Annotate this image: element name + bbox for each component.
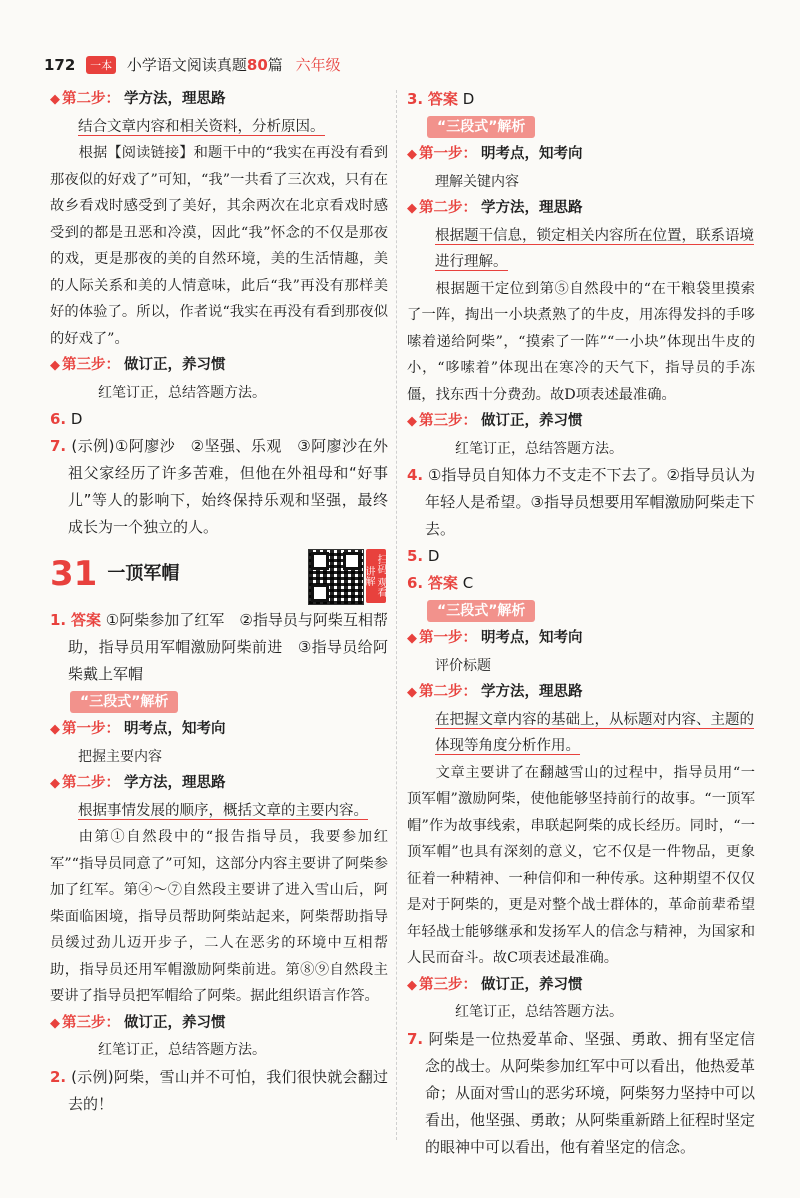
lesson-number: 31: [50, 553, 98, 594]
step-bullet-icon: ◆: [407, 685, 417, 700]
step-bullet-icon: ◆: [50, 722, 60, 737]
step-one: ◆ 第一步： 明考点，知考向: [407, 146, 583, 162]
book-title: 小学语文阅读真题80篇: [126, 56, 283, 74]
step-bullet-icon: ◆: [407, 631, 417, 646]
right-column: [407, 86, 755, 1161]
step-two: ◆ 第二步： 学方法，理思路: [50, 91, 226, 107]
step-bullet-icon: ◆: [407, 201, 417, 216]
answer-7: 7. (示例)①阿廖沙 ②坚强、乐观 ③阿廖沙在外祖父家经历了许多苦难，但他在外祖母和“好事儿”等人的影响下，始终保持乐观和坚强，最终成长为一个独立的人。: [50, 437, 388, 536]
step-bullet-icon: ◆: [50, 358, 60, 373]
step-one: ◆ 第一步： 明考点，知考向: [50, 721, 226, 737]
page-header: [44, 54, 764, 78]
analysis-paragraph: 文章主要讲了在翻越雪山的过程中，指导员用“一顶军帽”激励阿柴，使他能够坚持前行的故事。“一顶军帽”作为故事线索，串联起阿柴的成长经历。同时，“一顶军帽”也具有深刻的意义，它不仅是一件物品，更象征着一种精神、一种信仰和一种传承。这种期望不仅仅是对于阿柴的，更是对整个战士群体的，革命前辈希望年轻战士能够继承和发扬军人的信念与精神，为国家和人民而奋斗。故C项表述最准确。: [407, 764, 755, 966]
correction-note: 红笔订正，总结答题方法。: [455, 440, 623, 457]
analysis-badge: “三段式”解析: [427, 116, 535, 138]
left-column: [50, 86, 388, 1118]
answer-6: 6. D: [50, 410, 83, 428]
step-bullet-icon: ◆: [50, 1015, 60, 1031]
method-gist: 结合文章内容和相关资料，分析原因。: [78, 118, 325, 135]
analysis-paragraph: 根据【阅读链接】和题干中的“我实在再没有看到那夜似的好戏了”可知，“我”一共看了三次戏，只有在故乡看戏时感受到了美好，其余两次在北京看戏时感受到的都是丑恶和冷漠，因此“我”怀念的不仅是那夜的戏，更是那夜的美的自然环境，美的生活情趣，美的人际关系和美的人情意味，此后“我”再没有那样美好的体验了。所以，作者说“我实在再没有看到那夜似的好戏了”。: [50, 145, 388, 347]
step-one: ◆ 第一步： 明考点，知考向: [407, 630, 583, 646]
step-bullet-icon: ◆: [50, 92, 60, 107]
analysis-paragraph: 由第①自然段中的“报告指导员，我要参加红军”“指导员同意了”可知，这部分内容主要讲了阿柴参加了红军。第④～⑦自然段主要讲了进入雪山后，阿柴面临困境，指导员帮助阿柴站起来，阿柴帮助指导员缓过劲儿迈开步子，二人在恶劣的环境中互相帮助，指导员还用军帽激励阿柴前进。第⑧⑨自然段主要讲了指导员把军帽给了阿柴。据此组织语言作答。: [50, 829, 388, 1004]
step-three: ◆ 第三步： 做订正，养习惯: [407, 413, 583, 429]
lesson-heading: [50, 547, 388, 601]
step-two: ◆ 第二步： 学方法，理思路: [407, 200, 583, 216]
answer-5: 5. D: [407, 547, 440, 565]
brand-logo: 一本: [86, 56, 116, 74]
page-number: 172: [44, 55, 76, 74]
answer-1: 1. 答案 ①阿柴参加了红军 ②指导员与阿柴互相帮助，指导员用军帽激励阿柴前进 ③指导员给阿柴戴上军帽: [50, 611, 388, 683]
analysis-paragraph: 根据题干定位到第⑤自然段中的“在干粮袋里摸索了一阵，掏出一小块煮熟了的牛皮，用冻得发抖的手哆嗦着递给阿柴”，“摸索了一阵”“一小块”体现出牛皮的小，“哆嗦着”体现出在寒冷的天气下，指导员的手冻僵，找东西十分费劲。故D项表述最准确。: [407, 280, 755, 403]
method-gist: 根据题干信息，锁定相关内容所在位置，联系语境进行理解。: [435, 227, 754, 270]
step-two: ◆ 第二步： 学方法，理思路: [50, 775, 226, 791]
method-gist: 根据事情发展的顺序，概括文章的主要内容。: [78, 802, 368, 819]
column-divider: [396, 90, 397, 1140]
step-bullet-icon: ◆: [407, 414, 417, 429]
correction-note: 红笔订正，总结答题方法。: [455, 1004, 623, 1020]
step-two: ◆ 第二步： 学方法，理思路: [407, 684, 583, 700]
test-point: 评价标题: [435, 657, 491, 674]
lesson-title: 一顶军帽: [107, 562, 180, 584]
correction-note: 红笔订正，总结答题方法。: [98, 1042, 266, 1058]
answer-3: 3. 答案 D: [407, 90, 475, 108]
test-point: 把握主要内容: [78, 748, 162, 765]
step-bullet-icon: ◆: [407, 147, 417, 162]
grade-label: 六年级: [295, 56, 341, 74]
answer-7: 7. 阿柴是一位热爱革命、坚强、勇敢、拥有坚定信念的战士。从阿柴参加红军中可以看出，他热爱革命；从面对雪山的恶劣环境，阿柴努力坚持中可以看出，他坚强、勇敢；从阿柴重新踏上征程时坚定的眼神中可以看出，他有着坚定的信念。: [407, 1029, 756, 1156]
test-point: 理解关键内容: [435, 173, 519, 190]
step-three: ◆ 第三步： 做订正，养习惯: [50, 1014, 226, 1031]
qr-code-icon[interactable]: [308, 549, 364, 605]
answer-4: 4. ①指导员自知体力不支走不下去了。②指导员认为年轻人是希望。③指导员想要用军帽激励阿柴走下去。: [407, 466, 755, 538]
qr-tag: 扫码 观看 讲解: [366, 549, 386, 603]
answer-2: 2. (示例)阿柴，雪山并不可怕，我们很快就会翻过去的！: [50, 1067, 388, 1113]
method-gist: 在把握文章内容的基础上，从标题对内容、主题的体现等角度分析作用。: [435, 711, 754, 754]
step-bullet-icon: ◆: [407, 977, 417, 993]
answer-6: 6. 答案 C: [407, 574, 474, 592]
step-three: ◆ 第三步： 做订正，养习惯: [407, 976, 583, 993]
correction-note: 红笔订正，总结答题方法。: [98, 384, 266, 401]
analysis-badge: “三段式”解析: [70, 691, 178, 713]
analysis-badge: “三段式”解析: [427, 600, 535, 622]
step-bullet-icon: ◆: [50, 776, 60, 791]
step-three: ◆ 第三步： 做订正，养习惯: [50, 357, 226, 373]
